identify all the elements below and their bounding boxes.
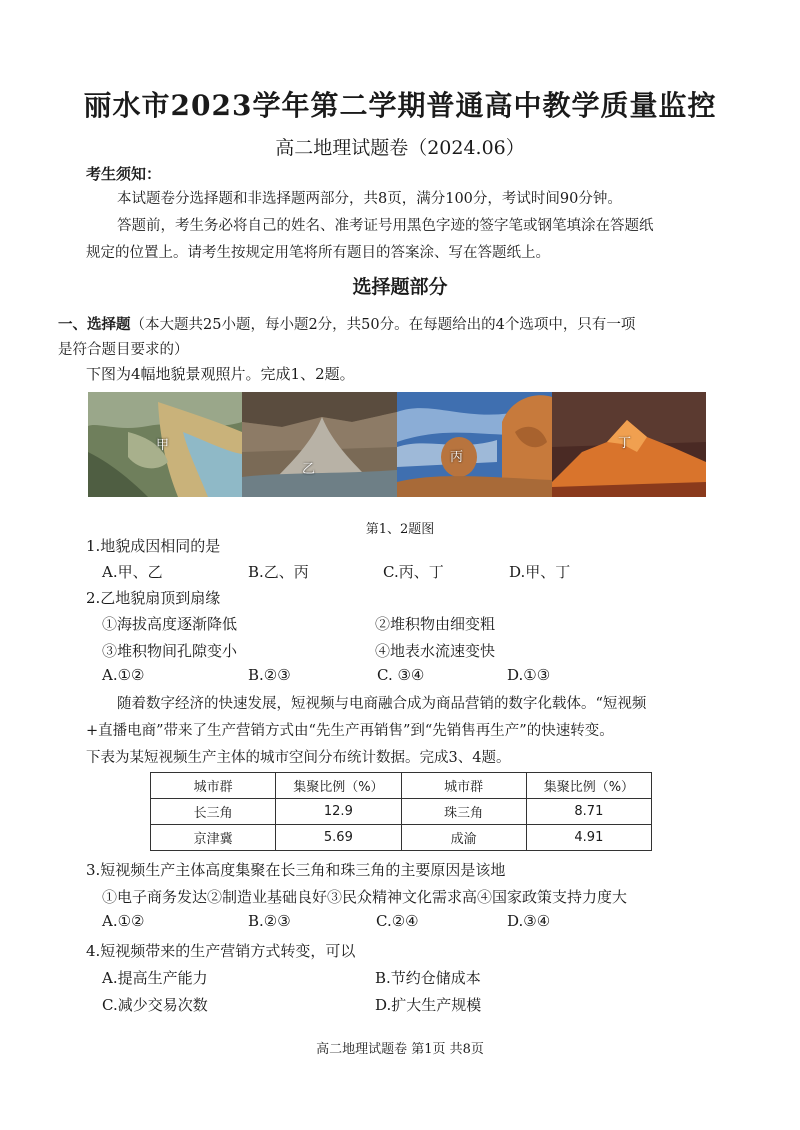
q3-option-d: D.③④ — [507, 912, 551, 930]
table-cell: 12.9 — [276, 799, 401, 825]
q1-option-b: B.乙、丙 — [248, 563, 309, 581]
q2-option-d: D.①③ — [507, 666, 551, 684]
table-row — [151, 825, 652, 851]
q3-items: ①电子商务发达②制造业基础良好③民众精神文化需求高④国家政策支持力度大 — [102, 888, 628, 906]
photo-glacial-peak — [552, 392, 706, 497]
q2-item-3: ③堆积物间孔隙变小 — [102, 642, 238, 660]
passage-line-3: 下表为某短视频生产主体的城市空间分布统计数据。完成3、4题。 — [86, 750, 511, 766]
photo-label-ding: 丁 — [618, 436, 632, 451]
part1-heading: 一、选择题 — [58, 316, 131, 333]
q2-item-2: ②堆积物由细变粗 — [375, 615, 496, 633]
city-cluster-table — [150, 772, 652, 851]
q1-stem: 1.地貌成因相同的是 — [86, 537, 221, 555]
q3-option-a: A.①② — [102, 912, 145, 930]
q3-option-c: C.②④ — [376, 912, 419, 930]
part1-line-1 — [58, 313, 635, 334]
part1-description: （本大题共25小题，每小题2分，共50分。在每题给出的4个选项中，只有一项 — [130, 317, 636, 333]
notice-heading: 考生须知： — [86, 165, 162, 183]
q1-option-d: D.甲、丁 — [509, 563, 571, 581]
q2-option-a: A.①② — [102, 666, 145, 684]
photo-alluvial-fan — [242, 392, 397, 497]
q4-option-b: B.节约仓储成本 — [375, 969, 481, 987]
q1-option-c: C.丙、丁 — [383, 563, 444, 581]
alluvial-fan-image — [242, 392, 397, 497]
table-header-cell: 集聚比例（%） — [526, 773, 651, 799]
table-header-cell: 城市群 — [151, 773, 276, 799]
table-cell: 京津冀 — [151, 825, 276, 851]
q4-option-c: C.减少交易次数 — [102, 996, 208, 1014]
photo-label-yi: 乙 — [302, 462, 316, 477]
photo-granite — [397, 392, 552, 497]
figure-caption: 第1、2题图 — [365, 522, 435, 537]
q2-stem: 2.乙地貌扇顶到扇缘 — [86, 589, 221, 607]
q4-option-d: D.扩大生产规模 — [375, 996, 482, 1014]
q2-option-c: C. ③④ — [377, 666, 425, 684]
notice-line-3: 规定的位置上。请考生按规定用笔将所有题目的答案涂、写在答题纸上。 — [86, 245, 550, 261]
passage-line-2: +直播电商”带来了生产营销方式由“先生产再销售”到“先销售再生产”的快速转变。 — [86, 723, 614, 739]
section-title: 选择题部分 — [352, 276, 448, 298]
table-cell: 5.69 — [276, 825, 401, 851]
table-row — [151, 799, 652, 825]
q4-stem: 4.短视频带来的生产营销方式转变，可以 — [86, 942, 356, 960]
photo-delta — [88, 392, 242, 497]
landform-photos — [88, 392, 706, 497]
exam-subtitle: 高二地理试题卷（2024.06） — [275, 137, 525, 159]
granite-boulder-image — [397, 392, 552, 497]
table-cell: 4.91 — [526, 825, 651, 851]
table-cell: 珠三角 — [401, 799, 526, 825]
table-header-row — [151, 773, 652, 799]
table-cell: 成渝 — [401, 825, 526, 851]
notice-line-1: 本试题卷分选择题和非选择题两部分，共8页，满分100分，考试时间90分钟。 — [117, 191, 622, 207]
notice-line-2: 答题前，考生务必将自己的姓名、准考证号用黑色字迹的签字笔或钢笔填涂在答题纸 — [117, 218, 654, 234]
part1-description-cont: 是符合题目要求的） — [58, 342, 189, 358]
page-footer: 高二地理试题卷 第1页 共8页 — [316, 1042, 484, 1057]
q2-item-1: ①海拔高度逐渐降低 — [102, 615, 238, 633]
table-cell: 8.71 — [526, 799, 651, 825]
table-header-cell: 集聚比例（%） — [276, 773, 401, 799]
table-cell: 长三角 — [151, 799, 276, 825]
passage-line-1: 随着数字经济的快速发展，短视频与电商融合成为商品营销的数字化载体。“短视频 — [117, 696, 647, 712]
q2-option-b: B.②③ — [248, 666, 291, 684]
q3-stem: 3.短视频生产主体高度集聚在长三角和珠三角的主要原因是该地 — [86, 861, 506, 879]
q4-option-a: A.提高生产能力 — [102, 969, 208, 987]
q3-option-b: B.②③ — [248, 912, 291, 930]
q2-item-4: ④地表水流速变快 — [375, 642, 496, 660]
q12-intro: 下图为4幅地貌景观照片。完成1、2题。 — [86, 365, 355, 383]
table-header-cell: 城市群 — [401, 773, 526, 799]
q1-option-a: A.甲、乙 — [102, 563, 163, 581]
photo-label-jia: 甲 — [156, 438, 170, 453]
exam-title: 丽水市2023学年第二学期普通高中教学质量监控 — [83, 89, 717, 122]
photo-label-bing: 丙 — [450, 450, 464, 465]
